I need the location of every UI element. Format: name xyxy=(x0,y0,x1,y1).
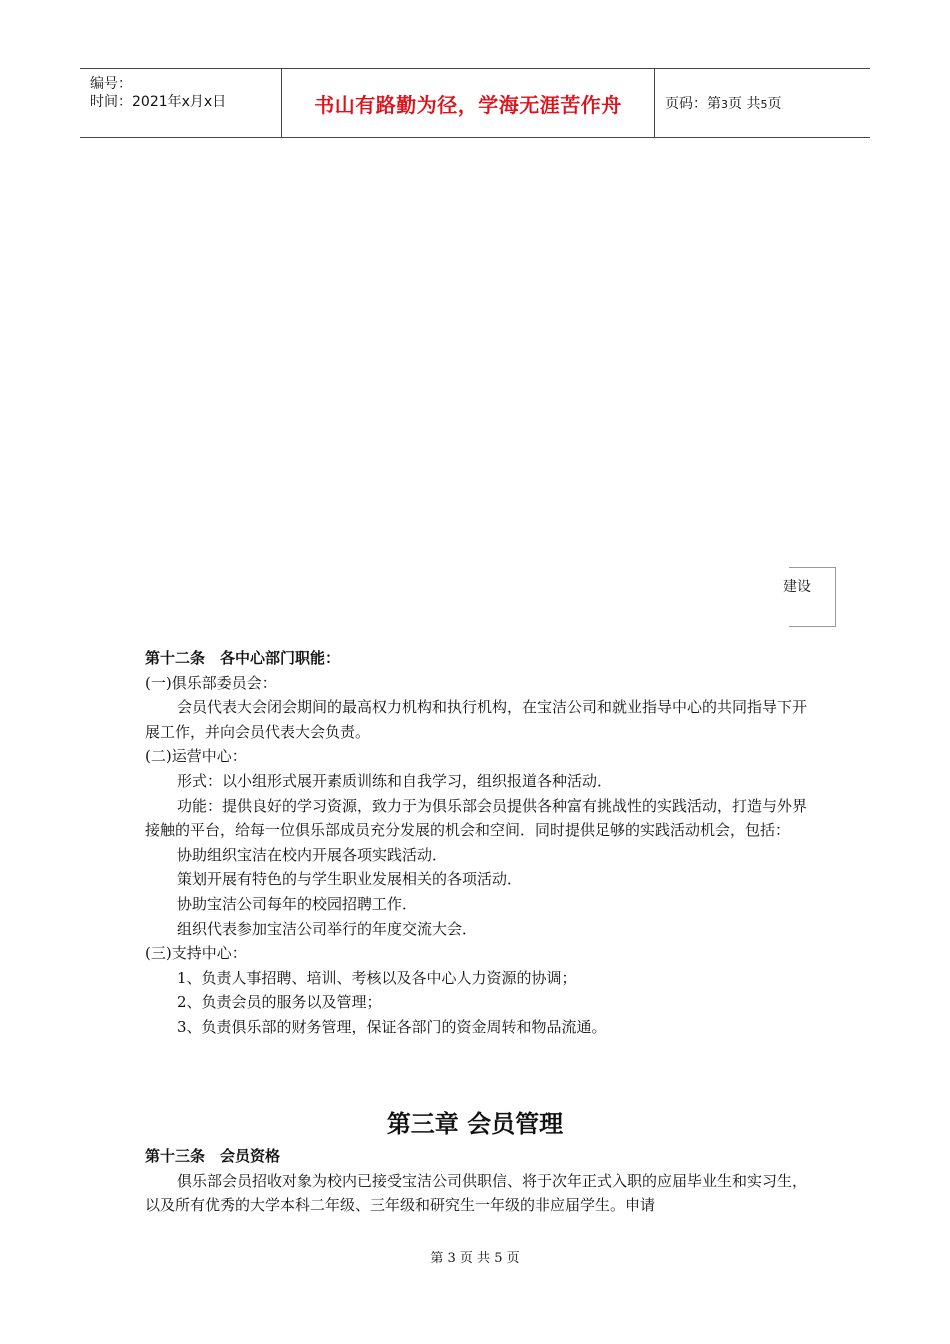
list-item: 协助宝洁公司每年的校园招聘工作． xyxy=(177,894,418,913)
section-2-function: 功能：提供良好的学习资源，致力于为俱乐部会员提供各种富有挑战性的实践活动，打造与外界接触的平台，给每一位俱乐部成员充分发展的机会和空间．同时提供足够的实践活动机会，包括： xyxy=(145,796,808,840)
section-1-title: (一)俱乐部委员会： xyxy=(145,673,277,692)
motto-text: 书山有路勤为径，学海无涯苦作舟 xyxy=(314,92,622,117)
number-label: 编号： xyxy=(90,76,132,92)
article-13-text: 俱乐部会员招收对象为校内已接受宝洁公司供职信、将于次年正式入职的应届毕业生和实习生，以及所有优秀的大学本科二年级、三年级和研究生一年级的非应届学生。申请 xyxy=(145,1171,808,1215)
list-item: 策划开展有特色的与学生职业发展相关的各项活动． xyxy=(177,870,523,889)
page-current: 3 xyxy=(721,98,728,111)
list-item: 协助组织宝洁在校内开展各项实践活动． xyxy=(177,845,448,864)
header-meta-cell xyxy=(80,69,281,137)
page-end-label: 页 xyxy=(767,96,782,112)
section-3-title: (三)支持中心： xyxy=(145,944,247,963)
page-label: 页码：第 xyxy=(665,96,721,112)
clipped-box-text: 建设 xyxy=(783,579,811,595)
time-label: 时间：2021年x月x日 xyxy=(90,94,227,110)
page-footer: 第 3 页 共 5 页 xyxy=(430,1251,520,1266)
list-item: 1、负责人事招聘、培训、考核以及各中心人力资源的协调； xyxy=(177,968,577,987)
list-item: 2、负责会员的服务以及管理； xyxy=(177,993,382,1012)
clipped-text-box xyxy=(783,567,836,627)
list-item: 组织代表参加宝洁公司举行的年度交流大会． xyxy=(177,919,478,938)
page-header xyxy=(80,68,870,138)
article-12-section xyxy=(145,646,815,1040)
page-total: 5 xyxy=(760,98,768,111)
article-12-title: 第十二条 各中心部门职能： xyxy=(145,649,341,667)
chapter-title: 第三章 会员管理 xyxy=(386,1110,564,1138)
section-2-title: (二)运营中心： xyxy=(145,747,247,766)
article-13-title: 第十三条 会员资格 xyxy=(145,1147,281,1165)
list-item: 3、负责俱乐部的财务管理，保证各部门的资金周转和物品流通。 xyxy=(177,1017,607,1036)
page-mid-label: 页 共 xyxy=(728,96,761,112)
header-page-cell xyxy=(655,69,870,137)
article-13-section xyxy=(145,1144,815,1218)
section-2-form: 形式：以小组形式展开素质训练和自我学习，组织报道各种活动． xyxy=(177,771,613,790)
page-info xyxy=(655,93,781,113)
header-motto-cell xyxy=(281,69,655,137)
section-1-text: 会员代表大会闭会期间的最高权力机构和执行机构，在宝洁公司和就业指导中心的共同指导下开展工作，并向会员代表大会负责。 xyxy=(145,698,808,741)
